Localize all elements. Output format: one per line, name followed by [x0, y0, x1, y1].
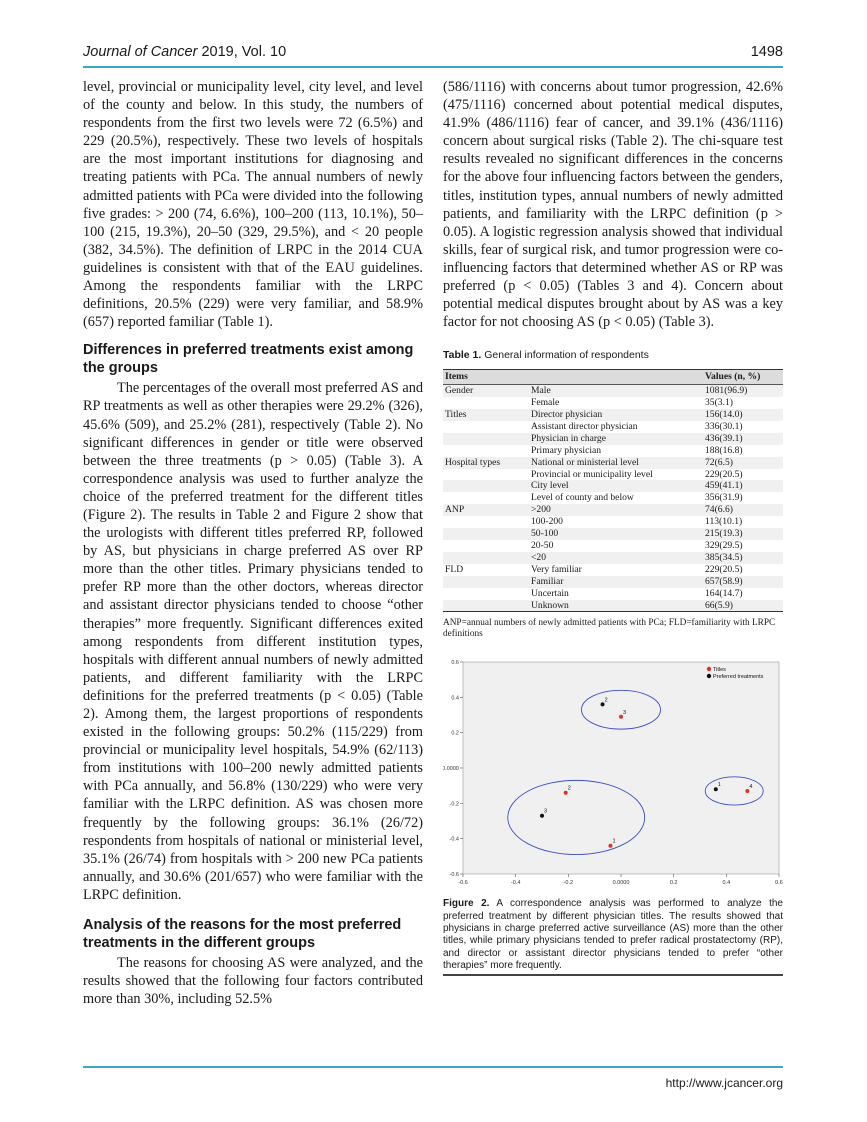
header-rule [83, 66, 783, 68]
group-cell: Titles [443, 409, 529, 421]
table-row [443, 564, 783, 576]
value-cell: 229(20.5) [703, 564, 783, 576]
table-row [443, 504, 783, 516]
table-row [443, 600, 783, 612]
group-cell [443, 528, 529, 540]
x-tick-label: 0.0000 [612, 880, 630, 887]
column-header [529, 370, 703, 385]
table-row [443, 480, 783, 492]
group-cell [443, 433, 529, 445]
table-row [443, 409, 783, 421]
point-label: 3 [623, 710, 627, 717]
value-cell: 74(6.6) [703, 504, 783, 516]
subgroup-cell: Familiar [529, 576, 703, 588]
value-cell: 329(29.5) [703, 540, 783, 552]
group-cell [443, 516, 529, 528]
figure-caption [443, 898, 783, 972]
table-row [443, 469, 783, 481]
point-label: 3 [544, 809, 548, 816]
value-cell: 215(19.3) [703, 528, 783, 540]
journal-citation [83, 44, 286, 60]
y-tick-label: 0.0000 [443, 766, 459, 773]
table-row [443, 516, 783, 528]
group-cell [443, 445, 529, 457]
value-cell: 72(6.5) [703, 457, 783, 469]
group-cell: ANP [443, 504, 529, 516]
value-cell: 188(16.8) [703, 445, 783, 457]
group-cell [443, 421, 529, 433]
table-row [443, 552, 783, 564]
table-row [443, 492, 783, 504]
value-cell: 657(58.9) [703, 576, 783, 588]
subgroup-cell: Uncertain [529, 588, 703, 600]
value-cell: 336(30.1) [703, 421, 783, 433]
subgroup-cell: 50-100 [529, 528, 703, 540]
group-cell: Hospital types [443, 457, 529, 469]
column-header: Values (n, %) [705, 371, 761, 383]
section-heading: Analysis of the reasons for the most preferred treatments in the different groups [83, 917, 402, 952]
table-row [443, 385, 783, 397]
point-label: 1 [717, 782, 721, 789]
table-header-row [443, 370, 783, 385]
x-tick-label: 0.4 [722, 880, 731, 887]
y-tick-label: 0.2 [451, 731, 459, 738]
group-cell [443, 540, 529, 552]
group-cell [443, 600, 529, 612]
respondents-table [443, 369, 783, 612]
x-tick-label: -0.2 [563, 880, 574, 887]
table-row [443, 528, 783, 540]
subgroup-cell: 100-200 [529, 516, 703, 528]
subgroup-cell: Assistant director physician [529, 421, 703, 433]
footer-url: http://www.jcancer.org [665, 1076, 783, 1090]
legend-label: Preferred treatments [713, 674, 764, 681]
paragraph: The reasons for choosing AS were analyzed, and the results showed that the following four factors contributed more than 30%, including 52.5% [83, 955, 423, 1008]
subgroup-cell: 20-50 [529, 540, 703, 552]
subgroup-cell: Physician in charge [529, 433, 703, 445]
column-header: Items [445, 371, 468, 383]
point-label: 2 [604, 697, 608, 704]
value-cell: 35(3.1) [703, 397, 783, 409]
table-row [443, 576, 783, 588]
x-tick-label: 0.6 [775, 880, 783, 887]
subgroup-cell: Level of county and below [529, 492, 703, 504]
section-heading: Differences in preferred treatments exist among the groups [83, 342, 414, 377]
group-cell [443, 552, 529, 564]
subgroup-cell: Primary physician [529, 445, 703, 457]
table-title: General information of respondents [484, 349, 649, 362]
correspondence-plot [443, 658, 783, 890]
value-cell: 459(41.1) [703, 480, 783, 492]
journal-name: Journal of Cancer [83, 44, 198, 60]
group-cell: Gender [443, 385, 529, 397]
legend-label: Titles [713, 667, 726, 674]
value-cell: 113(10.1) [703, 516, 783, 528]
paragraph: (586/1116) with concerns about tumor progression, 42.6% (475/1116) concerned about potential medical disputes, 41.9% (486/1116) fear of cancer, and 39.1% (436/1116) concern about surgical risks (Table 2). The chi-square test results revealed no significant differences in the concerns for the above four influencing factors between the genders, titles, institution types, annual numbers of newly admitted patients, and familiarity with the LRPC definition (p > 0.05). A logistic regression analysis showed that individual skills, fear of surgical risk, and tumor progression were co-influencing factors that determined whether AS or RP was preferred (p < 0.05) (Tables 3 and 4). Concern about potential medical disputes brought about by AS was a key factor for not choosing AS (p < 0.05) (Table 3). [443, 79, 783, 331]
group-cell [443, 576, 529, 588]
paragraph: level, provincial or municipality level, city level, and level of the county and below. In this study, the numbers of respondents from the first two levels were 72 (6.5%) and 229 (20.5%), respectively. These two levels of hospitals are the most important institutions for diagnosing and treating patients with PCa. The annual numbers of newly admitted patients with PCa were divided into the following five grades: > 200 (74, 6.6%), 100–200 (113, 10.1%), 50–100 (215, 19.3%), 20–50 (329, 29.5%), and < 20 people (382, 34.5%). The definition of LRPC in the 2014 CUA guidelines is consistent with that of the EAU guidelines. Among the respondents familiar with the LRPC definitions, 20.5% (229) were very familiar, and 58.9% (657) reported familiar (Table 1). [83, 79, 423, 331]
group-cell [443, 588, 529, 600]
figure-2 [443, 658, 783, 890]
y-tick-label: -0.6 [449, 872, 459, 879]
value-cell: 229(20.5) [703, 469, 783, 481]
paragraph: The percentages of the overall most preferred AS and RP treatments as well as other therapies were 29.2% (326), 45.6% (509), and 25.2% (281), respectively (Table 2). No significant differences in gender or title were observed between the three treatments (p > 0.05) (Table 3). A correspondence analysis was used to further analyze the choice of the preferred treatment for the different titles (Figure 2). The results in Table 2 and Figure 2 show that the urologists with different titles preferred RP, followed by AS, but physicians in charge preferred AS over RP more than the other titles. Primary physicians tended to prefer RP more than the other doctors, whereas director and assistant director physicians tended to choose “other therapies” more frequently. Significant differences exited among respondents from different institution types, hospitals with different annual numbers of newly admitted patients, and different familiarity with the LRPC definitions for the preferred treatments (p < 0.05) (Table 2). Among them, the largest proportions of respondents existed in the following groups: 50.2% (115/229) from provincial or municipality level hospitals, 54.9% (62/113) from institutions with 100–200 newly admitted patients with PCa annually, and 56.8% (130/229) who were very familiar with the LRPC definition. AS was chosen more frequently by the following groups: 36.1% (26/72) respondents from hospitals of national or ministerial level, 35.1% (26/74) from hospitals with > 200 new PCa patients annually, and 30.6% (201/657) who were familiar with the LRPC definition. [83, 380, 423, 903]
y-tick-label: -0.4 [449, 837, 459, 844]
group-cell [443, 492, 529, 504]
group-cell [443, 480, 529, 492]
table-row [443, 433, 783, 445]
table-row [443, 540, 783, 552]
point-label: 4 [749, 784, 753, 791]
footer-rule [83, 1066, 783, 1068]
subgroup-cell: Very familiar [529, 564, 703, 576]
table-row [443, 588, 783, 600]
page-number: 1498 [750, 44, 783, 60]
right-column [443, 78, 783, 976]
legend-marker [707, 667, 711, 671]
group-cell [443, 469, 529, 481]
subgroup-cell: Male [529, 385, 703, 397]
figure-caption-text: A correspondence analysis was performed to analyze the preferred treatment by different physician titles. The results showed that physicians in charge preferred active surveillance (AS) more than the other titles, while primary physicians tended to prefer radical prostatectomy (RP), and director or assistant director physicians tended to prefer “other therapies” more frequently. [443, 898, 783, 971]
point-label: 2 [567, 786, 571, 793]
x-tick-label: -0.6 [458, 880, 468, 887]
x-tick-label: 0.2 [669, 880, 678, 887]
group-cell: FLD [443, 564, 529, 576]
left-column [83, 78, 423, 1008]
subgroup-cell: <20 [529, 552, 703, 564]
table-row [443, 397, 783, 409]
table-row [443, 445, 783, 457]
value-cell: 156(14.0) [703, 409, 783, 421]
subgroup-cell: >200 [529, 504, 703, 516]
y-tick-label: 0.4 [451, 695, 459, 702]
figure-label: Figure 2. [443, 898, 490, 910]
y-tick-label: -0.2 [449, 801, 459, 808]
subgroup-cell: Director physician [529, 409, 703, 421]
value-cell: 385(34.5) [703, 552, 783, 564]
point-label: 1 [612, 839, 616, 846]
group-cell [443, 397, 529, 409]
value-cell: 66(5.9) [703, 600, 783, 612]
subgroup-cell: Unknown [529, 600, 703, 612]
subgroup-cell: Female [529, 397, 703, 409]
subgroup-cell: City level [529, 480, 703, 492]
value-cell: 356(31.9) [703, 492, 783, 504]
page-header [83, 44, 783, 64]
plot-area [463, 662, 779, 874]
legend-marker [707, 674, 711, 678]
y-tick-label: 0.6 [451, 660, 459, 667]
table-footnote: ANP=annual numbers of newly admitted patients with PCa; FLD=familiarity with LRPC definitions [443, 618, 776, 640]
table-label: Table 1. [443, 349, 482, 362]
value-cell: 164(14.7) [703, 588, 783, 600]
table-row [443, 421, 783, 433]
value-cell: 1081(96.9) [703, 385, 783, 397]
subgroup-cell: National or ministerial level [529, 457, 703, 469]
table-row [443, 457, 783, 469]
table-caption [443, 349, 783, 361]
subgroup-cell: Provincial or municipality level [529, 469, 703, 481]
x-tick-label: -0.4 [510, 880, 521, 887]
journal-year-volume: 2019, Vol. 10 [201, 44, 287, 60]
value-cell: 436(39.1) [703, 433, 783, 445]
figure-rule [443, 974, 783, 976]
